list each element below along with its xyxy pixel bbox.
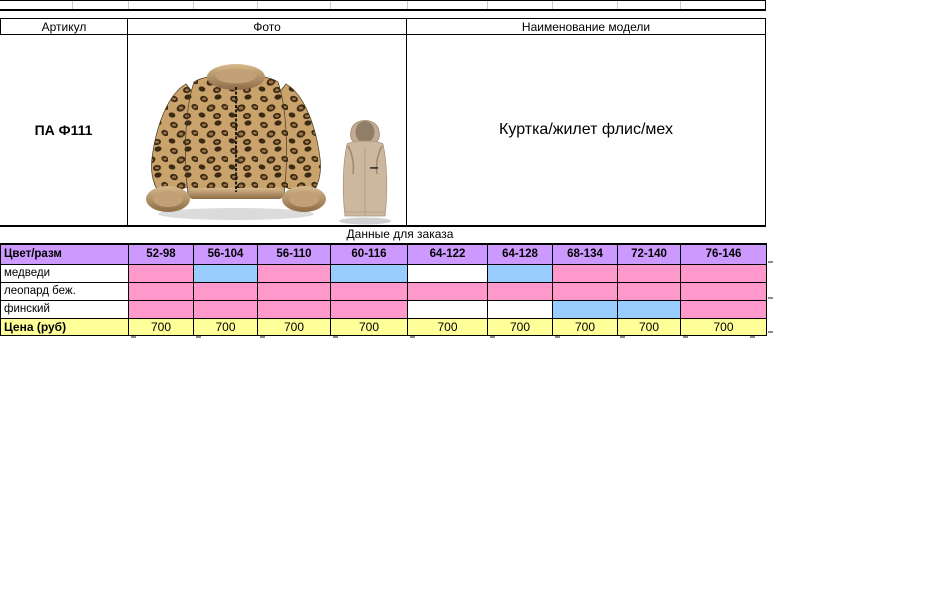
page-break-dash bbox=[260, 336, 265, 338]
availability-cell[interactable] bbox=[194, 301, 258, 319]
model-name-value: Куртка/жилет флис/мех bbox=[499, 120, 673, 138]
availability-cell[interactable] bbox=[331, 265, 408, 283]
availability-cell[interactable] bbox=[618, 265, 681, 283]
grid-line bbox=[552, 1, 553, 9]
page-break-dash bbox=[333, 336, 338, 338]
col-header-articul[interactable] bbox=[0, 18, 128, 35]
page-break-dash bbox=[768, 331, 773, 333]
availability-cell[interactable] bbox=[258, 265, 331, 283]
availability-cell[interactable] bbox=[129, 301, 194, 319]
col-header-model-label: Наименование модели bbox=[521, 19, 651, 34]
availability-cell[interactable] bbox=[408, 265, 488, 283]
page-break-dash bbox=[768, 261, 773, 263]
price-cell[interactable]: 700 bbox=[618, 319, 681, 336]
grid-line bbox=[407, 1, 408, 9]
availability-cell[interactable] bbox=[331, 301, 408, 319]
size-header-cell[interactable]: 64-122 bbox=[408, 245, 488, 265]
col-header-photo[interactable] bbox=[127, 18, 407, 35]
availability-cell[interactable] bbox=[258, 301, 331, 319]
page-break-dash bbox=[768, 297, 773, 299]
availability-cell[interactable] bbox=[618, 301, 681, 319]
size-header-cell[interactable]: 52-98 bbox=[129, 245, 194, 265]
page-break-dash bbox=[620, 336, 625, 338]
grid-line bbox=[617, 1, 618, 9]
page-break-dash bbox=[750, 336, 755, 338]
size-header-cell[interactable]: 56-110 bbox=[258, 245, 331, 265]
col-header-articul-label: Артикул bbox=[41, 19, 87, 34]
availability-cell[interactable] bbox=[194, 265, 258, 283]
page-break-dash bbox=[490, 336, 495, 338]
availability-cell[interactable] bbox=[553, 265, 618, 283]
price-cell[interactable]: 700 bbox=[129, 319, 194, 336]
photo-cell[interactable] bbox=[128, 34, 406, 225]
price-cell[interactable]: 700 bbox=[408, 319, 488, 336]
availability-cell[interactable] bbox=[331, 283, 408, 301]
price-cell[interactable]: 700 bbox=[258, 319, 331, 336]
size-header-cell[interactable]: 72-140 bbox=[618, 245, 681, 265]
color-row-label[interactable]: леопард беж. bbox=[1, 283, 129, 301]
size-header-cell[interactable]: 64-128 bbox=[488, 245, 553, 265]
availability-cell[interactable] bbox=[553, 283, 618, 301]
grid-edge bbox=[765, 1, 766, 9]
order-data-title: Данные для заказа bbox=[346, 227, 454, 241]
price-cell[interactable]: 700 bbox=[331, 319, 408, 336]
grid-line bbox=[487, 1, 488, 9]
col-header-photo-label: Фото bbox=[253, 19, 281, 34]
color-row-label[interactable]: финский bbox=[1, 301, 129, 319]
articul-cell[interactable] bbox=[0, 34, 127, 225]
color-row-label[interactable]: медведи bbox=[1, 265, 129, 283]
grid-line bbox=[128, 1, 129, 9]
leopard-jacket-image bbox=[138, 42, 334, 224]
price-row-label[interactable]: Цена (руб) bbox=[1, 319, 129, 336]
availability-cell[interactable] bbox=[408, 283, 488, 301]
top-empty-row[interactable] bbox=[0, 0, 766, 11]
price-cell[interactable]: 700 bbox=[488, 319, 553, 336]
availability-cell[interactable] bbox=[258, 283, 331, 301]
availability-cell[interactable] bbox=[618, 283, 681, 301]
col-header-model[interactable] bbox=[406, 18, 766, 35]
grid-line bbox=[330, 1, 331, 9]
availability-cell[interactable] bbox=[488, 301, 553, 319]
availability-cell[interactable] bbox=[488, 283, 553, 301]
availability-cell[interactable] bbox=[129, 265, 194, 283]
articul-value: ПА Ф111 bbox=[34, 121, 93, 138]
grid-line bbox=[193, 1, 194, 9]
table-right-edge bbox=[765, 34, 766, 225]
availability-cell[interactable] bbox=[194, 283, 258, 301]
page-break-dash bbox=[196, 336, 201, 338]
availability-cell[interactable] bbox=[553, 301, 618, 319]
availability-cell[interactable] bbox=[681, 283, 767, 301]
availability-cell[interactable] bbox=[129, 283, 194, 301]
availability-cell[interactable] bbox=[488, 265, 553, 283]
page-break-dash bbox=[555, 336, 560, 338]
page-break-dash bbox=[683, 336, 688, 338]
size-header-cell[interactable]: 60-116 bbox=[331, 245, 408, 265]
availability-cell[interactable] bbox=[681, 301, 767, 319]
page-break-dash bbox=[410, 336, 415, 338]
grid-line bbox=[257, 1, 258, 9]
availability-cell[interactable] bbox=[681, 265, 767, 283]
price-cell[interactable]: 700 bbox=[681, 319, 767, 336]
size-table-corner-label[interactable]: Цвет/разм bbox=[1, 245, 129, 265]
grid-line bbox=[680, 1, 681, 9]
size-header-cell[interactable]: 68-134 bbox=[553, 245, 618, 265]
grid-line bbox=[72, 1, 73, 9]
model-name-cell[interactable] bbox=[407, 34, 765, 225]
price-cell[interactable]: 700 bbox=[194, 319, 258, 336]
page-break-dash bbox=[131, 336, 136, 338]
size-header-cell[interactable]: 56-104 bbox=[194, 245, 258, 265]
price-cell[interactable]: 700 bbox=[553, 319, 618, 336]
size-header-cell[interactable]: 76-146 bbox=[681, 245, 767, 265]
availability-cell[interactable] bbox=[408, 301, 488, 319]
order-table bbox=[0, 243, 767, 336]
beige-vest-image bbox=[330, 111, 400, 225]
